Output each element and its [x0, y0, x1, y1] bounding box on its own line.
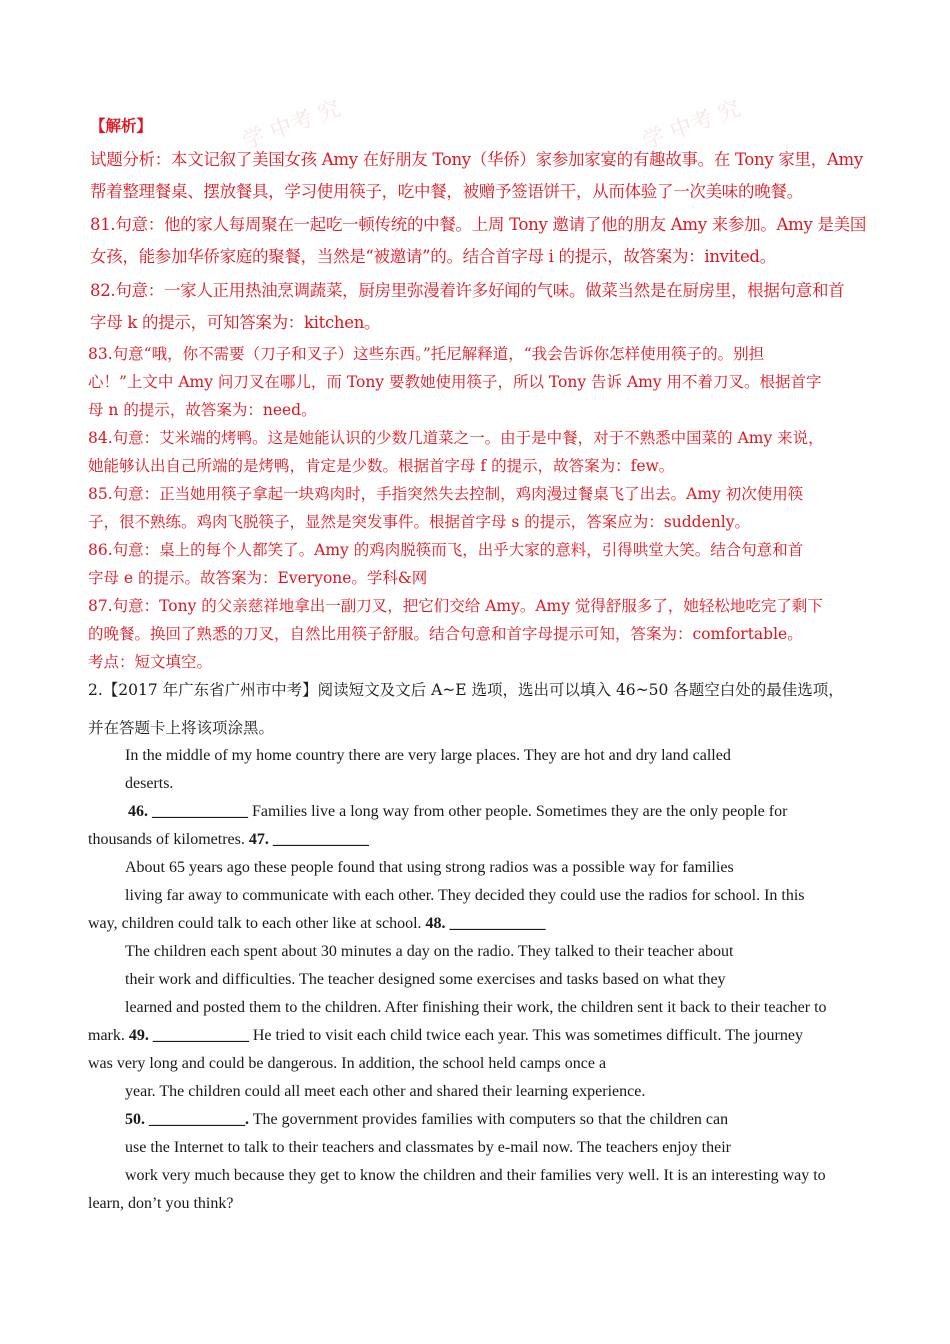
passage-line: mark. 49. ____________ He tried to visit each child twice each year. This was sometimes difficult. The journey — [88, 1027, 803, 1044]
passage-line: living far away to communicate with each other. They decided they could use the radios for school. In this — [125, 887, 805, 904]
watermark: 学 中考 究 — [639, 96, 744, 155]
analysis-line: 83.句意“哦，你不需要（刀子和叉子）这些东西。”托尼解释道，“我会告诉你怎样使用筷子的。别担 — [88, 345, 765, 363]
analysis-line: 子，很不熟练。鸡肉飞脱筷子，显然是突发事件。根据首字母 s 的提示，答案应为：suddenly。 — [88, 513, 750, 531]
passage-line: deserts. — [125, 775, 174, 792]
analysis-line: 的晚餐。换回了熟悉的刀叉，自然比用筷子舒服。结合句意和首字母提示可知，答案为：comfortable。 — [88, 625, 803, 643]
analysis-line: 她能够认出自己所端的是烤鸭，肯定是少数。根据首字母 f 的提示，故答案为：few。 — [88, 457, 675, 475]
blank-49: 49. ____________ — [128, 1027, 249, 1044]
analysis-line: 字母 k 的提示，可知答案为：kitchen。 — [90, 313, 381, 332]
passage-line: year. The children could all meet each other and shared their learning experience. — [125, 1083, 646, 1100]
passage-line: work very much because they get to know the children and their families very well. It is an interesting way to — [125, 1167, 826, 1184]
passage-line: learn, don’t you think? — [88, 1195, 234, 1212]
passage-line: their work and difficulties. The teacher designed some exercises and tasks based on what they — [125, 971, 726, 988]
passage-line: The children each spent about 30 minutes a day on the radio. They talked to their teacher about — [125, 943, 734, 960]
passage-line: use the Internet to talk to their teachers and classmates by e-mail now. The teachers enjoy their — [125, 1139, 731, 1156]
analysis-line: 81.句意：他的家人每周聚在一起吃一顿传统的中餐。上周 Tony 邀请了他的朋友 Amy 来参加。Amy 是美国 — [90, 215, 867, 234]
analysis-line: 心！”上文中 Amy 问刀叉在哪儿，而 Tony 要教她使用筷子，所以 Tony 告诉 Amy 用不着刀叉。根据首字 — [88, 373, 822, 391]
analysis-line: 82.句意：一家人正用热油烹调蔬菜，厨房里弥漫着许多好闻的气味。做菜当然是在厨房里，根据句意和首 — [90, 281, 845, 300]
analysis-line: 85.句意：正当她用筷子拿起一块鸡肉时，手指突然失去控制，鸡肉漫过餐桌飞了出去。Amy 初次使用筷 — [88, 485, 804, 503]
question-intro: 并在答题卡上将该项涂黑。 — [88, 719, 275, 737]
analysis-line: 87.句意：Tony 的父亲慈祥地拿出一副刀叉，把它们交给 Amy。Amy 觉得舒服多了，她轻松地吃完了剩下 — [88, 597, 823, 615]
analysis-heading: 【解析】 — [90, 116, 153, 135]
analysis-line: 母 n 的提示，故答案为：need。 — [88, 401, 317, 419]
analysis-line: 86.句意：桌上的每个人都笑了。Amy 的鸡肉脱筷而飞，出乎大家的意料，引得哄堂大笑。结合句意和首 — [88, 541, 804, 559]
passage-line: learned and posted them to the children. After finishing their work, the children sent it back to their teacher to — [125, 999, 827, 1016]
passage-line: In the middle of my home country there are very large places. They are hot and dry land called — [125, 747, 731, 764]
passage-line: 50. ____________. The government provides families with computers so that the children can — [125, 1111, 729, 1128]
passage-line: 46. ____________ Families live a long way from other people. Sometimes they are the only people for — [128, 803, 788, 820]
analysis-line: 试题分析：本文记叙了美国女孩 Amy 在好朋友 Tony（华侨）家参加家宴的有趣故事。在 Tony 家里，Amy — [90, 150, 863, 169]
blank-48: 48. ____________ — [425, 915, 546, 932]
analysis-line: 女孩，能参加华侨家庭的聚餐，当然是“被邀请”的。结合首字母 i 的提示，故答案为：invited。 — [90, 247, 776, 266]
watermark: 学 中考 究 — [239, 96, 344, 155]
analysis-line: 考点：短文填空。 — [88, 653, 213, 671]
analysis-line: 84.句意：艾米端的烤鸭。这是她能认识的少数几道菜之一。由于是中餐，对于不熟悉中国菜的 Amy 来说， — [88, 429, 824, 447]
passage-line: was very long and could be dangerous. In addition, the school held camps once a — [88, 1055, 607, 1072]
passage-line: About 65 years ago these people found that using strong radios was a possible way for families — [125, 859, 734, 876]
analysis-line: 帮着整理餐桌、摆放餐具，学习使用筷子，吃中餐，被赠予签语饼干，从而体验了一次美味的晚餐。 — [90, 182, 803, 201]
question-intro: 2.【2017 年广东省广州市中考】阅读短文及文后 A~E 选项，选出可以填入 46~50 各题空白处的最佳选项， — [88, 681, 844, 699]
passage-line: thousands of kilometres. 47. ____________ — [88, 831, 369, 848]
blank-47: 47. ____________ — [248, 831, 369, 848]
passage-line: way, children could talk to each other like at school. 48. ____________ — [88, 915, 546, 932]
blank-50: 50. ____________. — [125, 1111, 249, 1128]
blank-46: 46. ____________ — [128, 803, 248, 820]
analysis-line: 字母 e 的提示。故答案为：Everyone。学科&网 — [88, 569, 428, 587]
